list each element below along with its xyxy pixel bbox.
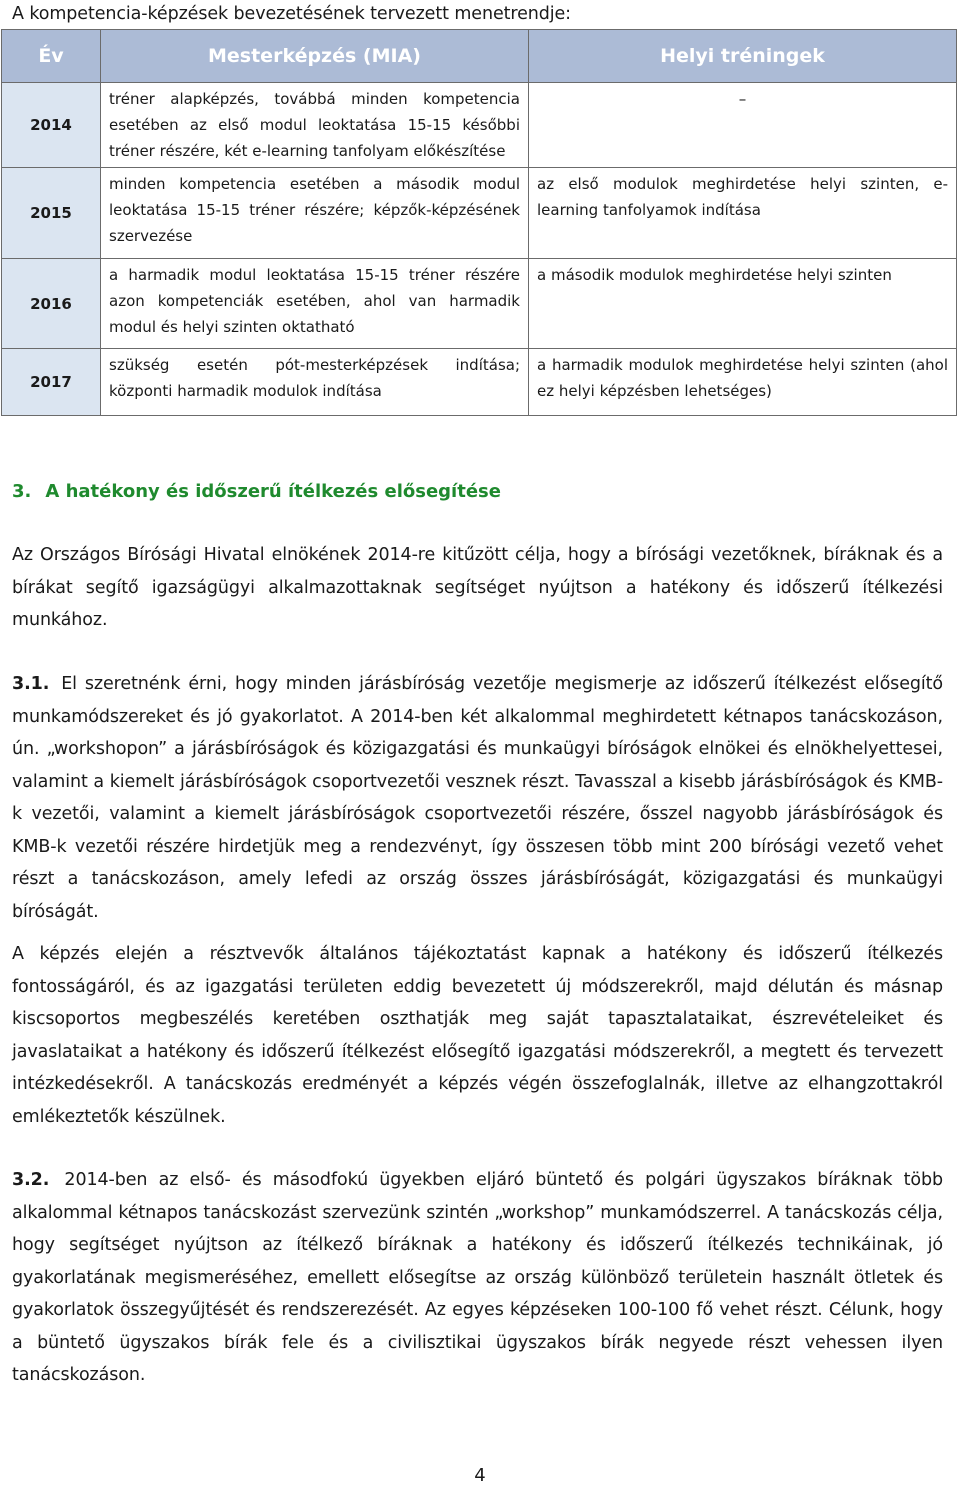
row-year: 2014: [2, 83, 101, 168]
table-header-row: [2, 30, 957, 83]
paragraph-intro: Az Országos Bírósági Hivatal elnökének 2014-re kitűzött célja, hogy a bírósági vezetőknek, bíráknak és a bírákat segítő igazságügyi alkalmazottaknak segítséget nyújtson a hatékony és időszerű ítélkezési munkához.: [12, 545, 943, 630]
paragraph-number: 3.2.: [12, 1170, 50, 1190]
row-mia: szükség esetén pót-mesterképzések indítása; központi harmadik modulok indítása: [101, 349, 529, 416]
paragraph-3-1: [12, 668, 943, 928]
row-mia: a harmadik modul leoktatása 15-15 tréner részére azon kompetenciák esetében, ahol van harmadik modul és helyi szinten oktatható: [101, 259, 529, 349]
header-year: Év: [2, 30, 101, 83]
section-heading: [12, 478, 942, 506]
row-mia: tréner alapképzés, továbbá minden kompetencia esetében az első modul leoktatása 15-15 későbbi tréner részére, két e-learning tanfolyam előkészítése: [101, 83, 529, 168]
row-local: a harmadik modulok meghirdetése helyi szinten (ahol ez helyi képzésben lehetséges): [529, 349, 957, 416]
table-row: [2, 259, 957, 349]
table-row: [2, 168, 957, 259]
row-mia: minden kompetencia esetében a második modul leoktatása 15-15 tréner részére; képzők-képzésének szervezése: [101, 168, 529, 259]
header-mia: Mesterképzés (MIA): [101, 30, 529, 83]
row-year: 2017: [2, 349, 101, 416]
paragraph-3-2: [12, 1164, 943, 1392]
row-year: 2015: [2, 168, 101, 259]
table-intro: A kompetencia-képzések bevezetésének tervezett menetrendje:: [12, 4, 571, 24]
row-year: 2016: [2, 259, 101, 349]
header-local: Helyi tréningek: [529, 30, 957, 83]
paragraph-training: A képzés elején a résztvevők általános tájékoztatást kapnak a hatékony és időszerű ítélkezés fontosságáról, és az igazgatási területen eddig bevezetett új módszerekről, majd délután és másnap kiscsoportos megbeszélés keretében oszthatják meg saját tapasztalataikat, észrevételeiket és javaslataikat a hatékony és időszerű ítélkezést elősegítő igazgatási módszerekről, a megtett és tervezett intézkedésekről. A tanácskozás eredményét a képzés végén összefoglalnák, illetve az elhangzottakról emlékeztetők készülnek.: [12, 944, 943, 1127]
table-row: [2, 83, 957, 168]
paragraph-text: El szeretnénk érni, hogy minden járásbíróság vezetője megismerje az időszerű ítélkezést elősegítő munkamódszereket és jó gyakorlatot. A 2014-ben két alkalommal meghirdetett kétnapos tanácskozáson, ún. „workshopon” a járásbíróságok és közigazgatási és munkaügyi bíróságok elnökei és elnökhelyettesei, valamint a kiemelt járásbíróságok csoportvezetői vesznek részt. Tavasszal a kisebb járásbíróságok és KMB-k vezetői, valamint a kiemelt járásbíróságok csoportvezetői részére, ősszel nagyobb járásbíróságok és KMB-k vezetői részére hirdetjük meg a rendezvényt, így összesen több mint 200 bírósági vezető vehet részt a tanácskozáson, amely lefedi az ország összes járásbíróságát, közigazgatási és munkaügyi bíróságát.: [12, 674, 943, 922]
row-local: a második modulok meghirdetése helyi szinten: [529, 259, 957, 349]
section-number: 3.: [12, 481, 32, 502]
section-title: A hatékony és időszerű ítélkezés elősegítése: [45, 481, 501, 502]
page-number: 4: [474, 1465, 486, 1486]
schedule-table: [1, 29, 957, 416]
row-local: az első modulok meghirdetése helyi szinten, e-learning tanfolyamok indítása: [529, 168, 957, 259]
paragraph-text: 2014-ben az első- és másodfokú ügyekben eljáró büntető és polgári ügyszakos bíráknak több alkalommal kétnapos tanácskozást szervezünk szintén „workshop” munkamódszerrel. A tanácskozás célja, hogy segítséget nyújtson az ítélkező bíráknak a hatékony és időszerű ítélkezés technikáinak, jó gyakorlatának megismeréséhez, emellett elősegítse az ország különböző területein használt ötletek és gyakorlatok összegyűjtését és rendszerezését. Az egyes képzéseken 100-100 fő vehet részt. Célunk, hogy a büntető ügyszakos bírák fele és a civilisztikai ügyszakos bírák negyede részt vehessen ilyen tanácskozáson.: [12, 1170, 943, 1385]
table-row: [2, 349, 957, 416]
row-local: –: [529, 83, 957, 168]
paragraph-number: 3.1.: [12, 674, 50, 694]
